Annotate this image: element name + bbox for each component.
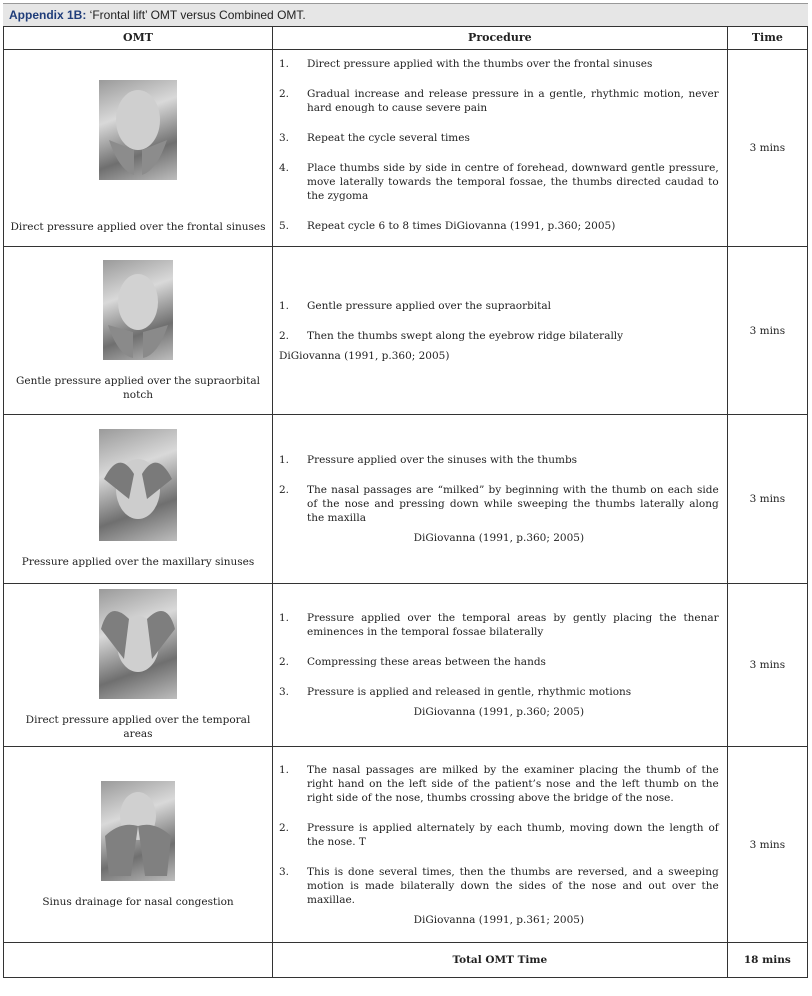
total-value: 18 mins	[727, 943, 807, 978]
omt-cell	[4, 50, 273, 247]
caption-lead: Appendix 1B:	[9, 8, 87, 22]
list-item: 1. Direct pressure applied with the thumbs over the frontal sinuses	[279, 58, 653, 70]
omt-cell	[4, 584, 273, 747]
list-item: 3. This is done several times, then the thumbs are reversed, and a sweeping motion is made bilaterally down the sides of the nose and out over the maxillae.	[279, 865, 719, 906]
list-item: 1. Pressure applied over the temporal areas by gently placing the thenar eminences in the temporal fossae bilaterally	[279, 612, 719, 638]
reference-text: DiGiovanna (1991, p.360; 2005)	[279, 349, 450, 362]
procedure-cell	[273, 247, 728, 415]
header-time: Time	[727, 27, 807, 50]
omt-cell	[4, 415, 273, 584]
table-row	[4, 50, 808, 247]
list-item: 2. Then the thumbs swept along the eyebrow ridge bilaterally	[279, 329, 624, 342]
omt-label: Gentle pressure applied over the supraorbital notch	[15, 374, 261, 401]
list-item: 1. The nasal passages are milked by the examiner placing the thumb of the right hand on the left side of the patient’s nose and the left thumb on the right side of the nose, thumbs crossing above the bridge of the nose.	[279, 763, 719, 804]
technique-photo	[99, 589, 177, 699]
procedure-cell	[273, 50, 728, 247]
list-item: 5. Repeat cycle 6 to 8 times DiGiovanna (1991, p.360; 2005)	[279, 220, 616, 232]
reference-text: DiGiovanna (1991, p.360; 2005)	[413, 706, 585, 718]
total-row	[4, 943, 808, 978]
table-row	[4, 247, 808, 415]
technique-photo	[101, 781, 175, 881]
list-item: 3. Repeat the cycle several times	[279, 132, 470, 144]
procedure-cell	[273, 584, 728, 747]
total-label: Total OMT Time	[273, 943, 728, 978]
table-row	[4, 584, 808, 747]
list-item: 3. Pressure is applied and released in gentle, rhythmic motions	[279, 686, 632, 698]
total-empty-cell	[4, 943, 273, 978]
omt-label: Direct pressure applied over the temporal areas	[25, 714, 251, 740]
header-omt: OMT	[4, 27, 273, 50]
reference-text: DiGiovanna (1991, p.360; 2005)	[413, 532, 585, 544]
omt-label: Sinus drainage for nasal congestion	[42, 895, 234, 908]
technique-photo	[99, 429, 177, 541]
time-cell: 3 mins	[727, 747, 807, 943]
omt-label: Pressure applied over the maxillary sinuses	[21, 556, 255, 568]
list-item: 2. Gradual increase and release pressure in a gentle, rhythmic motion, never hard enough to cause severe pain	[279, 88, 719, 114]
omt-cell	[4, 247, 273, 415]
reference-text: DiGiovanna (1991, p.361; 2005)	[413, 913, 585, 926]
procedure-cell	[273, 747, 728, 943]
list-item: 2. Pressure is applied alternately by each thumb, moving down the length of the nose. T	[279, 821, 719, 848]
time-cell: 3 mins	[727, 584, 807, 747]
time-cell: 3 mins	[727, 50, 807, 247]
caption-text: ‘Frontal lift’ OMT versus Combined OMT.	[86, 8, 306, 22]
time-cell: 3 mins	[727, 415, 807, 584]
list-item: 1. Pressure applied over the sinuses with the thumbs	[279, 454, 578, 466]
table-caption	[3, 3, 808, 26]
table-row	[4, 415, 808, 584]
time-cell: 3 mins	[727, 247, 807, 415]
procedure-cell	[273, 415, 728, 584]
list-item: 2. Compressing these areas between the hands	[279, 656, 546, 668]
header-procedure: Procedure	[273, 27, 728, 50]
technique-photo	[103, 260, 173, 360]
omt-cell	[4, 747, 273, 943]
technique-photo	[99, 80, 177, 180]
list-item: 4. Place thumbs side by side in centre of forehead, downward gentle pressure, move laterally towards the temporal fossae, the thumbs directed caudad to the zygoma	[279, 162, 719, 202]
table-row	[4, 747, 808, 943]
omt-label: Direct pressure applied over the frontal sinuses	[10, 221, 266, 233]
list-item: 2. The nasal passages are “milked” by beginning with the thumb on each side of the nose and pressing down while sweeping the thumbs laterally along the maxilla	[279, 484, 719, 524]
list-item: 1. Gentle pressure applied over the supraorbital	[279, 299, 552, 312]
omt-table	[3, 26, 808, 978]
appendix-table-container	[3, 3, 808, 978]
header-row	[4, 27, 808, 50]
